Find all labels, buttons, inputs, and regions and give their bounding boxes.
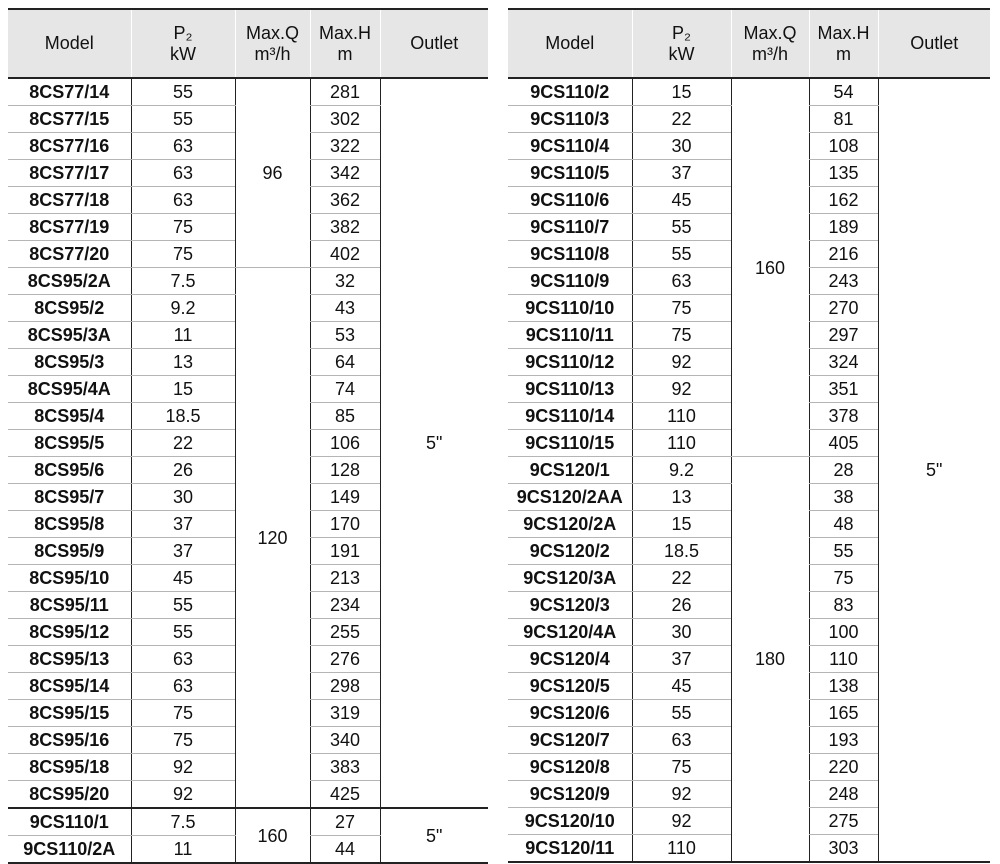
- maxh-cell: 81: [809, 106, 878, 133]
- model-cell: 9CS110/5: [508, 160, 632, 187]
- model-cell: 9CS120/2: [508, 538, 632, 565]
- header-p2: P₂ kW: [131, 9, 235, 78]
- model-cell: 8CS77/14: [8, 78, 131, 106]
- model-cell: 9CS110/8: [508, 241, 632, 268]
- maxh-cell: 319: [310, 700, 380, 727]
- maxh-cell: 44: [310, 836, 380, 864]
- p2-cell: 30: [131, 484, 235, 511]
- maxh-cell: 405: [809, 430, 878, 457]
- outlet-cell: 5": [878, 78, 990, 862]
- maxh-cell: 38: [809, 484, 878, 511]
- model-cell: 9CS120/7: [508, 727, 632, 754]
- p2-cell: 7.5: [131, 808, 235, 836]
- model-cell: 9CS120/2AA: [508, 484, 632, 511]
- p2-cell: 45: [632, 187, 731, 214]
- maxh-cell: 43: [310, 295, 380, 322]
- model-cell: 8CS95/2: [8, 295, 131, 322]
- maxq-cell: 120: [235, 268, 310, 809]
- p2-cell: 63: [131, 160, 235, 187]
- model-cell: 9CS110/7: [508, 214, 632, 241]
- p2-cell: 37: [632, 646, 731, 673]
- maxh-cell: 149: [310, 484, 380, 511]
- model-cell: 8CS77/18: [8, 187, 131, 214]
- p2-cell: 110: [632, 430, 731, 457]
- p2-cell: 15: [131, 376, 235, 403]
- p2-cell: 75: [632, 754, 731, 781]
- model-cell: 8CS95/5: [8, 430, 131, 457]
- maxh-cell: 281: [310, 78, 380, 106]
- p2-cell: 9.2: [632, 457, 731, 484]
- p2-cell: 7.5: [131, 268, 235, 295]
- maxh-cell: 383: [310, 754, 380, 781]
- model-cell: 9CS110/4: [508, 133, 632, 160]
- model-cell: 8CS95/6: [8, 457, 131, 484]
- header-maxq: Max.Q m³/h: [731, 9, 809, 78]
- maxh-cell: 100: [809, 619, 878, 646]
- model-cell: 9CS110/15: [508, 430, 632, 457]
- p2-cell: 55: [131, 106, 235, 133]
- maxh-cell: 135: [809, 160, 878, 187]
- model-cell: 8CS95/3: [8, 349, 131, 376]
- maxh-cell: 351: [809, 376, 878, 403]
- header-maxh: Max.H m: [809, 9, 878, 78]
- model-cell: 9CS120/3A: [508, 565, 632, 592]
- model-cell: 9CS120/1: [508, 457, 632, 484]
- maxh-cell: 54: [809, 78, 878, 106]
- maxh-cell: 302: [310, 106, 380, 133]
- p2-cell: 26: [131, 457, 235, 484]
- p2-cell: 18.5: [131, 403, 235, 430]
- p2-cell: 37: [131, 538, 235, 565]
- p2-cell: 63: [131, 133, 235, 160]
- p2-cell: 55: [131, 619, 235, 646]
- model-cell: 8CS95/7: [8, 484, 131, 511]
- model-cell: 8CS95/8: [8, 511, 131, 538]
- model-cell: 8CS77/16: [8, 133, 131, 160]
- model-cell: 8CS95/14: [8, 673, 131, 700]
- model-cell: 9CS110/11: [508, 322, 632, 349]
- model-cell: 8CS95/3A: [8, 322, 131, 349]
- maxh-cell: 48: [809, 511, 878, 538]
- p2-cell: 55: [131, 592, 235, 619]
- maxh-cell: 340: [310, 727, 380, 754]
- header-outlet: Outlet: [380, 9, 488, 78]
- maxh-cell: 108: [809, 133, 878, 160]
- p2-cell: 63: [632, 727, 731, 754]
- maxh-cell: 322: [310, 133, 380, 160]
- model-cell: 9CS120/11: [508, 835, 632, 863]
- p2-cell: 11: [131, 322, 235, 349]
- p2-cell: 30: [632, 133, 731, 160]
- model-cell: 9CS120/8: [508, 754, 632, 781]
- maxh-cell: 85: [310, 403, 380, 430]
- header-model: Model: [8, 9, 131, 78]
- header-p2: P₂ kW: [632, 9, 731, 78]
- maxh-cell: 342: [310, 160, 380, 187]
- model-cell: 8CS77/15: [8, 106, 131, 133]
- model-cell: 9CS120/4A: [508, 619, 632, 646]
- maxh-cell: 110: [809, 646, 878, 673]
- maxh-cell: 83: [809, 592, 878, 619]
- model-cell: 8CS95/18: [8, 754, 131, 781]
- maxh-cell: 64: [310, 349, 380, 376]
- maxh-cell: 248: [809, 781, 878, 808]
- model-cell: 8CS95/13: [8, 646, 131, 673]
- maxh-cell: 170: [310, 511, 380, 538]
- maxh-cell: 74: [310, 376, 380, 403]
- maxh-cell: 32: [310, 268, 380, 295]
- maxh-cell: 324: [809, 349, 878, 376]
- maxh-cell: 270: [809, 295, 878, 322]
- header-row: [8, 9, 488, 78]
- p2-cell: 18.5: [632, 538, 731, 565]
- model-cell: 8CS95/20: [8, 781, 131, 809]
- p2-cell: 9.2: [131, 295, 235, 322]
- p2-cell: 22: [632, 106, 731, 133]
- maxh-cell: 162: [809, 187, 878, 214]
- model-cell: 8CS95/2A: [8, 268, 131, 295]
- model-cell: 9CS110/9: [508, 268, 632, 295]
- maxh-cell: 425: [310, 781, 380, 809]
- maxh-cell: 298: [310, 673, 380, 700]
- table-row: [8, 78, 488, 106]
- model-cell: 8CS95/16: [8, 727, 131, 754]
- maxh-cell: 303: [809, 835, 878, 863]
- p2-cell: 22: [131, 430, 235, 457]
- model-cell: 9CS110/14: [508, 403, 632, 430]
- maxh-cell: 382: [310, 214, 380, 241]
- maxh-cell: 276: [310, 646, 380, 673]
- header-model: Model: [508, 9, 632, 78]
- model-cell: 9CS110/6: [508, 187, 632, 214]
- p2-cell: 15: [632, 511, 731, 538]
- p2-cell: 45: [632, 673, 731, 700]
- header-maxq: Max.Q m³/h: [235, 9, 310, 78]
- model-cell: 9CS120/6: [508, 700, 632, 727]
- header-outlet: Outlet: [878, 9, 990, 78]
- p2-cell: 92: [632, 781, 731, 808]
- p2-cell: 110: [632, 403, 731, 430]
- maxh-cell: 213: [310, 565, 380, 592]
- model-cell: 9CS120/9: [508, 781, 632, 808]
- model-cell: 9CS110/3: [508, 106, 632, 133]
- left-spec-table: [8, 8, 488, 864]
- p2-cell: 55: [632, 241, 731, 268]
- model-cell: 8CS95/10: [8, 565, 131, 592]
- maxh-cell: 189: [809, 214, 878, 241]
- maxh-cell: 27: [310, 808, 380, 836]
- maxh-cell: 255: [310, 619, 380, 646]
- model-cell: 8CS95/9: [8, 538, 131, 565]
- p2-cell: 92: [632, 349, 731, 376]
- model-cell: 9CS110/12: [508, 349, 632, 376]
- p2-cell: 13: [632, 484, 731, 511]
- p2-cell: 75: [632, 295, 731, 322]
- maxh-cell: 75: [809, 565, 878, 592]
- maxh-cell: 216: [809, 241, 878, 268]
- p2-cell: 110: [632, 835, 731, 863]
- p2-cell: 11: [131, 836, 235, 864]
- p2-cell: 30: [632, 619, 731, 646]
- maxh-cell: 234: [310, 592, 380, 619]
- model-cell: 8CS77/17: [8, 160, 131, 187]
- model-cell: 9CS110/10: [508, 295, 632, 322]
- p2-cell: 75: [131, 727, 235, 754]
- maxh-cell: 53: [310, 322, 380, 349]
- p2-cell: 75: [131, 214, 235, 241]
- p2-cell: 26: [632, 592, 731, 619]
- table-row: [8, 808, 488, 836]
- maxq-cell: 180: [731, 457, 809, 863]
- p2-cell: 63: [131, 646, 235, 673]
- p2-cell: 45: [131, 565, 235, 592]
- outlet-cell: 5": [380, 78, 488, 808]
- maxh-cell: 55: [809, 538, 878, 565]
- maxh-cell: 138: [809, 673, 878, 700]
- model-cell: 9CS110/1: [8, 808, 131, 836]
- maxh-cell: 362: [310, 187, 380, 214]
- maxh-cell: 165: [809, 700, 878, 727]
- model-cell: 8CS77/19: [8, 214, 131, 241]
- maxq-cell: 96: [235, 78, 310, 268]
- model-cell: 9CS120/5: [508, 673, 632, 700]
- maxh-cell: 243: [809, 268, 878, 295]
- p2-cell: 75: [632, 322, 731, 349]
- maxh-cell: 28: [809, 457, 878, 484]
- maxh-cell: 220: [809, 754, 878, 781]
- p2-cell: 37: [131, 511, 235, 538]
- p2-cell: 63: [131, 187, 235, 214]
- model-cell: 9CS120/2A: [508, 511, 632, 538]
- model-cell: 9CS120/3: [508, 592, 632, 619]
- model-cell: 8CS77/20: [8, 241, 131, 268]
- model-cell: 9CS120/4: [508, 646, 632, 673]
- table-row: [508, 78, 990, 106]
- p2-cell: 75: [131, 700, 235, 727]
- model-cell: 8CS95/4A: [8, 376, 131, 403]
- model-cell: 9CS110/13: [508, 376, 632, 403]
- header-row: [508, 9, 990, 78]
- p2-cell: 92: [632, 376, 731, 403]
- maxh-cell: 378: [809, 403, 878, 430]
- model-cell: 8CS95/12: [8, 619, 131, 646]
- maxq-cell: 160: [235, 808, 310, 863]
- p2-cell: 63: [131, 673, 235, 700]
- p2-cell: 55: [632, 700, 731, 727]
- maxq-cell: 160: [731, 78, 809, 457]
- model-cell: 9CS110/2: [508, 78, 632, 106]
- p2-cell: 92: [632, 808, 731, 835]
- p2-cell: 37: [632, 160, 731, 187]
- maxh-cell: 402: [310, 241, 380, 268]
- p2-cell: 75: [131, 241, 235, 268]
- p2-cell: 22: [632, 565, 731, 592]
- model-cell: 8CS95/4: [8, 403, 131, 430]
- maxh-cell: 297: [809, 322, 878, 349]
- maxh-cell: 193: [809, 727, 878, 754]
- model-cell: 8CS95/11: [8, 592, 131, 619]
- model-cell: 9CS120/10: [508, 808, 632, 835]
- p2-cell: 92: [131, 781, 235, 809]
- p2-cell: 55: [131, 78, 235, 106]
- maxh-cell: 106: [310, 430, 380, 457]
- outlet-cell: 5": [380, 808, 488, 863]
- p2-cell: 15: [632, 78, 731, 106]
- maxh-cell: 275: [809, 808, 878, 835]
- maxh-cell: 128: [310, 457, 380, 484]
- maxh-cell: 191: [310, 538, 380, 565]
- p2-cell: 63: [632, 268, 731, 295]
- right-spec-table: [508, 8, 990, 863]
- p2-cell: 92: [131, 754, 235, 781]
- model-cell: 8CS95/15: [8, 700, 131, 727]
- p2-cell: 13: [131, 349, 235, 376]
- p2-cell: 55: [632, 214, 731, 241]
- model-cell: 9CS110/2A: [8, 836, 131, 864]
- header-maxh: Max.H m: [310, 9, 380, 78]
